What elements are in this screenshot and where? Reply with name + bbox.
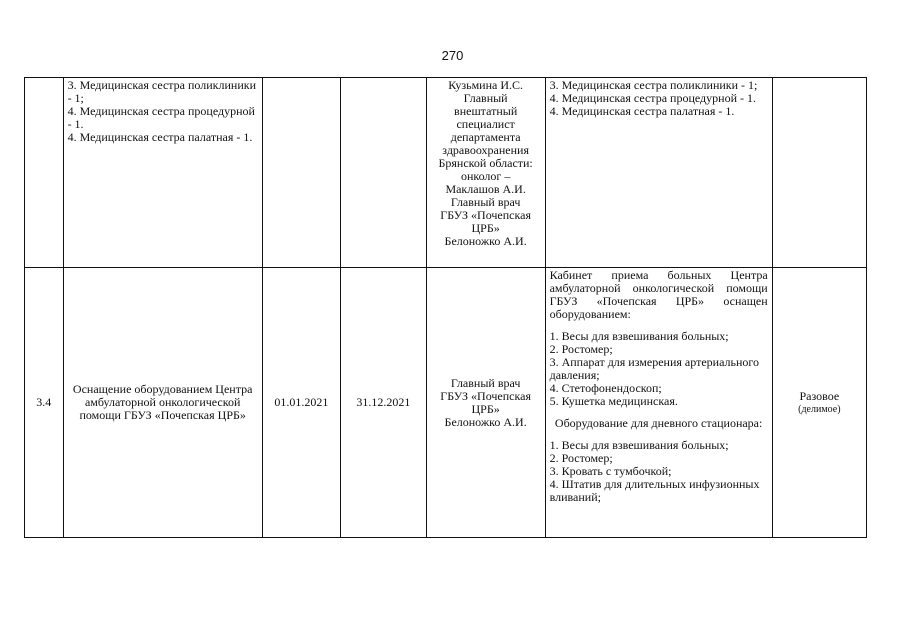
list-item: 3. Кровать с тумбочкой; [549,464,672,478]
responsible-line: Кузьмина И.С. [448,78,524,92]
cell-result [545,268,772,538]
responsible-line: Брянской области: [438,156,533,170]
page-number: 270 [441,48,464,63]
responsible-line: департамента [450,130,521,144]
responsible-line: ГБУЗ «Почепская [440,388,531,403]
result-intro: Кабинет приема больных Центра амбулаторной онкологической помощи ГБУЗ «Почепская ЦРБ» оснащен оборудованием: [549,268,768,321]
responsible-line: ЦРБ» [471,401,500,416]
responsible-line: внештатный [454,104,518,118]
plan-table [24,77,867,538]
list-item: 4. Медицинская сестра процедурной - 1. [67,104,255,131]
responsible-line: специалист [456,117,515,131]
type-sublabel: (делимое) [798,403,841,415]
table-row [25,268,867,538]
list-item: 3. Медицинская сестра поликлиники - 1; [549,78,758,92]
responsible-line: ГБУЗ «Почепская [440,208,531,222]
cell-type [772,268,866,538]
result-subheading: Оборудование для дневного стационара: [554,416,763,430]
cell-end-date [341,78,427,268]
cell-end-date: 31.12.2021 [341,268,427,538]
list-item: 2. Ростомер; [549,342,613,356]
cell-start-date: 01.01.2021 [262,268,340,538]
list-item: 4. Медицинская сестра палатная - 1. [67,130,253,144]
type-label: Разовое [799,388,840,403]
list-item: 4. Медицинская сестра процедурной - 1. [549,91,756,105]
cell-responsible [426,78,545,268]
list-item: 3. Медицинская сестра поликлиники - 1; [67,78,257,105]
cell-name [63,78,262,268]
responsible-line: Белоножко А.И. [444,234,527,248]
list-item: 5. Кушетка медицинская. [549,394,678,408]
table-row [25,78,867,268]
responsible-line: Главный [463,91,508,105]
list-item: 1. Весы для взвешивания больных; [549,329,729,343]
cell-start-date [262,78,340,268]
cell-number: 3.4 [25,268,64,538]
cell-number [25,78,64,268]
cell-responsible [426,268,545,538]
list-item: 1. Весы для взвешивания больных; [549,438,729,452]
cell-type [772,78,866,268]
list-item: 2. Ростомер; [549,451,613,465]
list-item: 4. Медицинская сестра палатная - 1. [549,104,735,118]
cell-result [545,78,772,268]
list-item: 4. Штатив для длительных инфузионных вливаний; [549,477,760,504]
responsible-line: Главный врач [450,375,521,390]
responsible-line: ЦРБ» [471,221,500,235]
responsible-line: Главный врач [450,195,521,209]
responsible-line: Белоножко А.И. [444,414,527,429]
cell-name: Оснащение оборудованием Центра амбулаторной онкологической помощи ГБУЗ «Почепская ЦРБ» [63,268,262,538]
responsible-line: здравоохранения [442,143,529,157]
responsible-line: онколог – [460,169,511,183]
list-item: 3. Аппарат для измерения артериального давления; [549,355,760,382]
responsible-line: Маклашов А.И. [445,182,526,196]
list-item: 4. Стетофонендоскоп; [549,381,662,395]
